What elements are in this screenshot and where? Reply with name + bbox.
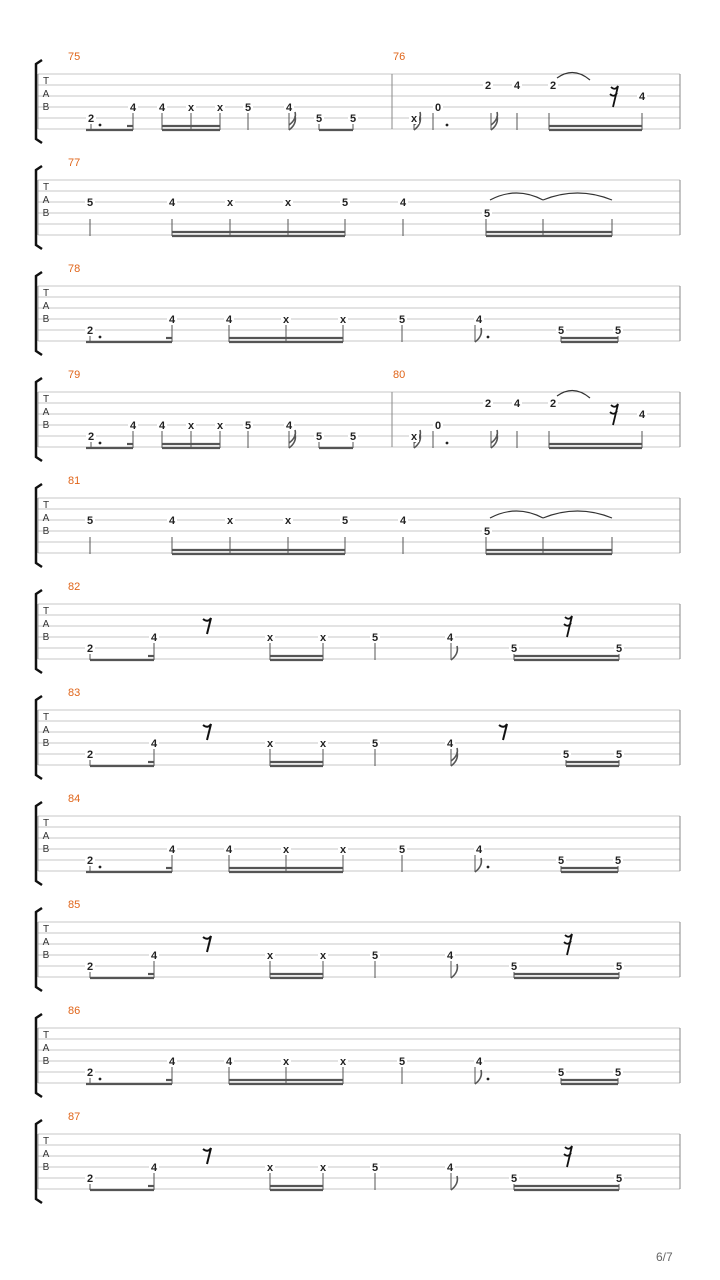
tab-clef-letter: A — [42, 89, 50, 100]
tab-note: 5 — [315, 431, 323, 443]
tab-note: 5 — [483, 208, 491, 220]
tab-note: 4 — [158, 420, 166, 432]
measure-number: 85 — [68, 899, 81, 911]
tab-note: 5 — [371, 632, 379, 644]
measure-number: 76 — [393, 51, 406, 63]
tab-note: x — [339, 1056, 347, 1068]
tab-clef-letter: A — [42, 407, 50, 418]
tab-note: 4 — [638, 91, 646, 103]
tab-note: 5 — [557, 325, 565, 337]
page-number: 6/7 — [656, 1250, 673, 1264]
measure-number: 80 — [393, 369, 406, 381]
tab-note: 4 — [150, 632, 158, 644]
sixteenth-rest — [610, 404, 618, 425]
tab-clef-letter: B — [42, 950, 50, 961]
measure-number: 75 — [68, 51, 81, 63]
tab-note: 5 — [615, 1173, 623, 1185]
tab-note: 5 — [615, 961, 623, 973]
tab-clef-letter: T — [42, 924, 50, 935]
dotted-note-dot — [99, 336, 102, 339]
tab-note: 4 — [168, 515, 176, 527]
tab-note: 4 — [475, 1056, 483, 1068]
tab-note: 5 — [341, 515, 349, 527]
tab-clef-letter: A — [42, 831, 50, 842]
tie — [543, 193, 612, 200]
system-bracket — [36, 166, 42, 249]
tab-note: 5 — [349, 431, 357, 443]
tab-note: 4 — [168, 1056, 176, 1068]
tab-note: 2 — [86, 961, 94, 973]
tab-note: 5 — [483, 526, 491, 538]
tab-note: x — [216, 102, 224, 114]
tab-clef-letter: T — [42, 712, 50, 723]
tab-note: x — [319, 950, 327, 962]
tab-note: 4 — [168, 197, 176, 209]
tab-clef-letter: A — [42, 619, 50, 630]
tab-note: 4 — [446, 632, 454, 644]
tab-note: x — [226, 515, 234, 527]
tab-note: 4 — [168, 844, 176, 856]
tab-note: 2 — [484, 398, 492, 410]
tab-note: 0 — [434, 102, 442, 114]
measure-number: 81 — [68, 475, 81, 487]
tab-note: 5 — [398, 1056, 406, 1068]
tab-note: x — [284, 515, 292, 527]
tab-note: 5 — [371, 950, 379, 962]
tab-note: x — [187, 102, 195, 114]
tab-clef-letter: A — [42, 1149, 50, 1160]
tab-note: 5 — [615, 749, 623, 761]
system-bracket — [36, 1120, 42, 1203]
tab-clef-letter: A — [42, 195, 50, 206]
tab-clef-letter: T — [42, 394, 50, 405]
tab-note: 5 — [371, 1162, 379, 1174]
measure-number: 82 — [68, 581, 81, 593]
tab-note: 5 — [614, 325, 622, 337]
tab-clef-letter: B — [42, 844, 50, 855]
tab-clef-letter: T — [42, 1030, 50, 1041]
tab-clef-letter: A — [42, 937, 50, 948]
tab-note: 2 — [86, 325, 94, 337]
tab-note: 4 — [399, 515, 407, 527]
system-bracket — [36, 590, 42, 673]
tie — [557, 72, 590, 80]
tab-clef-letter: B — [42, 1056, 50, 1067]
tab-note: 5 — [86, 515, 94, 527]
tab-note: 4 — [475, 844, 483, 856]
tab-note: x — [319, 1162, 327, 1174]
tab-note: 2 — [86, 855, 94, 867]
measure-number: 77 — [68, 157, 81, 169]
tie — [490, 193, 543, 200]
tab-note: 2 — [87, 431, 95, 443]
tab-note: 5 — [615, 643, 623, 655]
tab-clef-letter: T — [42, 818, 50, 829]
tab-note: x — [266, 950, 274, 962]
tab-note: x — [339, 844, 347, 856]
system-bracket — [36, 1014, 42, 1097]
tab-clef-letter: A — [42, 1043, 50, 1054]
tie — [490, 511, 543, 518]
system-bracket — [36, 908, 42, 991]
dotted-note-dot — [487, 336, 490, 339]
tab-note: x — [319, 738, 327, 750]
tab-note: 4 — [150, 950, 158, 962]
tab-note: x — [282, 314, 290, 326]
sixteenth-rest — [564, 1146, 572, 1167]
tab-clef-letter: B — [42, 1162, 50, 1173]
tab-note: 4 — [129, 102, 137, 114]
tab-clef-letter: B — [42, 738, 50, 749]
dotted-note-dot — [99, 866, 102, 869]
measure-number: 79 — [68, 369, 81, 381]
tab-note: 5 — [510, 961, 518, 973]
tab-note: 2 — [86, 749, 94, 761]
tab-note: x — [410, 431, 418, 443]
tab-note: 5 — [398, 844, 406, 856]
tab-note: 4 — [129, 420, 137, 432]
sixteenth-rest — [564, 616, 572, 637]
tab-note: 2 — [549, 398, 557, 410]
tab-note: 5 — [614, 855, 622, 867]
tab-note: x — [319, 632, 327, 644]
dotted-note-dot — [446, 442, 449, 445]
tab-clef-letter: T — [42, 288, 50, 299]
tab-clef-letter: T — [42, 500, 50, 511]
system-bracket — [36, 272, 42, 355]
measure-number: 86 — [68, 1005, 81, 1017]
tab-note: 5 — [398, 314, 406, 326]
sixteenth-rest — [564, 934, 572, 955]
tab-note: x — [187, 420, 195, 432]
dotted-note-dot — [487, 1078, 490, 1081]
tab-note: 4 — [513, 398, 521, 410]
tab-note: 4 — [446, 738, 454, 750]
tab-clef-letter: B — [42, 102, 50, 113]
tab-note: 4 — [285, 102, 293, 114]
system-bracket — [36, 802, 42, 885]
tab-note: 5 — [371, 738, 379, 750]
measure-number: 84 — [68, 793, 81, 805]
tab-note: x — [339, 314, 347, 326]
dotted-note-dot — [99, 442, 102, 445]
tab-clef-letter: T — [42, 76, 50, 87]
tab-clef-letter: B — [42, 632, 50, 643]
tab-note: 4 — [168, 314, 176, 326]
tab-note: 4 — [638, 409, 646, 421]
tab-clef-letter: B — [42, 314, 50, 325]
dotted-note-dot — [99, 124, 102, 127]
tab-note: 2 — [86, 1173, 94, 1185]
tab-clef-letter: B — [42, 208, 50, 219]
tab-note: 0 — [434, 420, 442, 432]
tab-clef-letter: B — [42, 526, 50, 537]
tab-clef-letter: A — [42, 301, 50, 312]
tab-note: x — [410, 113, 418, 125]
tab-note: x — [266, 738, 274, 750]
tab-note: 5 — [244, 102, 252, 114]
system-bracket — [36, 484, 42, 567]
tab-note: 5 — [557, 1067, 565, 1079]
system-bracket — [36, 378, 42, 461]
tab-note: 4 — [150, 1162, 158, 1174]
tab-note: 2 — [549, 80, 557, 92]
tab-note: x — [226, 197, 234, 209]
tab-note: 5 — [244, 420, 252, 432]
tab-note: 2 — [87, 113, 95, 125]
tab-note: 4 — [399, 197, 407, 209]
tab-note: x — [284, 197, 292, 209]
tab-note: 5 — [562, 749, 570, 761]
tab-note: 4 — [446, 1162, 454, 1174]
tab-note: 5 — [315, 113, 323, 125]
tab-clef-letter: B — [42, 420, 50, 431]
system-bracket — [36, 696, 42, 779]
tab-note: x — [216, 420, 224, 432]
tab-clef-letter: T — [42, 606, 50, 617]
tab-note: 5 — [557, 855, 565, 867]
tab-note: 4 — [225, 314, 233, 326]
tie — [557, 390, 590, 398]
tab-note: 4 — [446, 950, 454, 962]
tab-note: 4 — [285, 420, 293, 432]
tab-note: 5 — [510, 1173, 518, 1185]
tab-note: 2 — [86, 1067, 94, 1079]
tab-note: x — [282, 844, 290, 856]
dotted-note-dot — [99, 1078, 102, 1081]
tab-note: 4 — [225, 844, 233, 856]
tab-note: x — [266, 632, 274, 644]
tab-note: 2 — [484, 80, 492, 92]
tab-note: 5 — [349, 113, 357, 125]
sixteenth-rest — [610, 86, 618, 107]
tie — [543, 511, 612, 518]
tab-note: 4 — [513, 80, 521, 92]
tab-clef-letter: T — [42, 182, 50, 193]
tab-note: 4 — [475, 314, 483, 326]
measure-number: 87 — [68, 1111, 81, 1123]
measure-number: 83 — [68, 687, 81, 699]
tab-note: 4 — [158, 102, 166, 114]
tab-note: x — [266, 1162, 274, 1174]
tab-note: 4 — [225, 1056, 233, 1068]
system-bracket — [36, 60, 42, 143]
tab-note: 5 — [510, 643, 518, 655]
tab-clef-letter: T — [42, 1136, 50, 1147]
tab-note: 5 — [86, 197, 94, 209]
dotted-note-dot — [446, 124, 449, 127]
tab-clef-letter: A — [42, 725, 50, 736]
tab-note: 5 — [341, 197, 349, 209]
dotted-note-dot — [487, 866, 490, 869]
tab-note: x — [282, 1056, 290, 1068]
measure-number: 78 — [68, 263, 81, 275]
tab-note: 5 — [614, 1067, 622, 1079]
tab-clef-letter: A — [42, 513, 50, 524]
tab-note: 4 — [150, 738, 158, 750]
tab-note: 2 — [86, 643, 94, 655]
